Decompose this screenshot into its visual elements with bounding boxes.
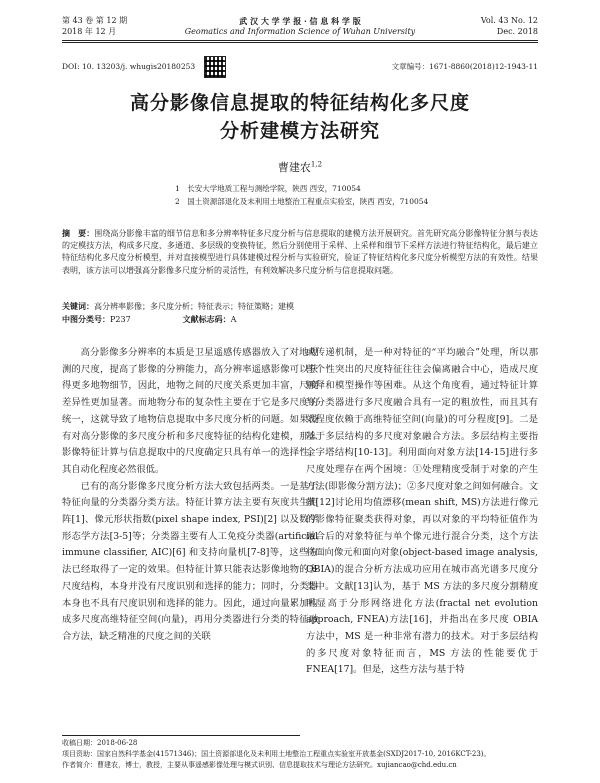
keywords-text: 高分辨率影像；多尺度分析；特征表示；特征策略；建模 [94, 302, 294, 311]
classification [62, 313, 236, 326]
qr-code-icon [204, 56, 226, 78]
journal-title-cn: 武 汉 大 学 学 报 · 信 息 科 学 版 [239, 16, 361, 26]
author-affil-marks: 1,2 [310, 160, 323, 169]
header-rule-thin [62, 42, 538, 43]
body-column-left [62, 345, 318, 646]
author [0, 159, 600, 175]
date-cn: 2018 年 12 月 [62, 27, 117, 36]
abstract [62, 227, 538, 277]
volume-issue-cn: 第 43 卷 第 12 期 [62, 16, 128, 25]
date-en: Dec. 2018 [496, 27, 538, 36]
footnote-author-bio: 作者简介：曹建农，博士，教授，主要从事遥感影像处理与模式识别、信息提取技术与理论方法研究。xujiancao@chd.edu.cn [62, 761, 457, 769]
author-name: 曹建农 [277, 161, 311, 174]
body-paragraph: 已有的高分影像多尺度分析方法大致包括两类。一是基于特征向量的分类器分类方法。特征计算方法主要有灰度共生矩阵[1]、像元形状指数(pixel shape index, PSI)[2] 以及数学形态学方法[3-5]等；分类器主要有人工免疫分类器(artificial immune classifier, AIC)[6] 和支持向量机[7-8]等，这些方法已经取得了一定的效果。但特征计算只能表达影像地物的多尺度结构，本身并没有尺度识别和选择的能力；同时，分类器本身也不具有尺度识别和选择的能力。因此，通过向量累加构成多尺度高维特征空间(向量)，再用分类器进行分类的特征融合方法，缺乏精准的尺度之间的关联 [62, 480, 318, 642]
affiliation-2: 2 国土资源部退化及未利用土地整治工程重点实验室，陕西 西安，710054 [175, 197, 429, 206]
footnote-rule [62, 735, 300, 736]
header-rule [62, 40, 538, 41]
journal-title-en: Geomatics and Information Science of Wuhan University [184, 27, 416, 36]
paper-title-line2: 分析建模方法研究 [219, 120, 380, 142]
paper-title-line1: 高分影像信息提取的特征结构化多尺度 [129, 92, 470, 114]
article-id: 文章编号：1671-8860(2018)12-1943-11 [391, 62, 538, 71]
body-column-right [306, 345, 538, 679]
clc-label: 中图分类号： [62, 314, 110, 324]
footnote-funding: 项目资助：国家自然科学基金(41571346)；国土资源部退化及未利用土地整治工程重点实验室开放基金(SXDJ2017-10, 2016KCT-23)。 [62, 750, 491, 758]
clc-value: P237 [110, 315, 131, 324]
keywords-label: 关键词： [62, 301, 94, 311]
doc-code-value: A [230, 315, 237, 324]
footnote-received: 收稿日期：2018-06-28 [62, 739, 138, 747]
keywords [62, 300, 294, 313]
doi: DOI: 10. 13203/j. whugis20180253 [62, 62, 196, 71]
affiliation-1: 1 长安大学地质工程与测绘学院，陕西 西安，710054 [175, 184, 361, 193]
volume-issue-en: Vol. 43 No. 12 [480, 16, 538, 25]
doc-code-label: 文献标志码： [182, 314, 231, 324]
body-paragraph: 高分影像多分辨率的本质是卫星遥感传感器放入了对地观测的尺度，提高了影像的分辨能力，高分辨率遥感影像可以获得更多地物细节，因此，地物之间的尺度关系更加丰富，尺度差异性更加显著。而地物分布的复杂性主要在于它是多尺度的统一，这就导致了地物信息提取中多尺度分析的问题。如果没有对高分影像的多尺度分析和多尺度特征的结构化建模，那么影像特征计算与信息提取中的尺度确定只具有单一的选择性，其自动化程度必然很低。 [62, 347, 318, 475]
body-paragraph: 或传递机制，是一种对特征的“平均融合”处理，所以那些个性突出的尺度特征往往会偏离融合中心，造成尺度解释和模型操作等困难。从这个角度看，通过特征计算与分类器进行多尺度融合具有一定的粗放性，而且其有效程度依赖于高维特征空间(向量)的可分程度[9]。二是基于多层结构的多尺度对象融合方法。多层结构主要指金字塔结构[10-13]。利用面向对象方法[14-15]进行多尺度处理存在两个困境：①处理精度受制于对象的产生方法(即影像分割方法)；②多尺度对象之间如何融合。文献[12]讨论用均值漂移(mean shift, MS)方法进行像元的影像特征聚类获得对象，再以对象的平均特征值作为融合后的对象特征与单个像元进行混合分类，这个方法将面向像元和面向对象(object-based image analysis, OBIA)的混合分析方法成功应用在城市高光谱多尺度分类中。文献[13]认为，基于 MS 方法的多尺度分割精度明显高于分形网络进化方法(fractal net evolution approach, FNEA)方法[16]，并指出在多尺度 OBIA 方法中，MS 是一种非常有潜力的技术。对于多层结构的多尺度对象特征而言，MS 方法的性能要优于 FNEA[17]。但是，这些方法与基于特 [306, 347, 538, 676]
abstract-text: 围绕高分影像丰富的细节信息和多分辨率特征多尺度分析与信息提取的建模方法开展研究。首先研究高分影像特征分割与表达的定模技方法，构成多尺度、多通道、多层级的变换特征，然后分别使用于采样、上采样和细节下采样方法进行特征结构化，最后建立特征结构化多尺度分析模型，并对直接模型进行具体建模过程分析与实验研究，验证了特征结构化多尺度分析模型方法的有效性。结果表明，该方法可以增强高分影像多尺度分析的灵活性，有利效解决多尺度分析与信息提取问题。 [62, 229, 538, 275]
abstract-label: 摘 要： [62, 228, 95, 238]
